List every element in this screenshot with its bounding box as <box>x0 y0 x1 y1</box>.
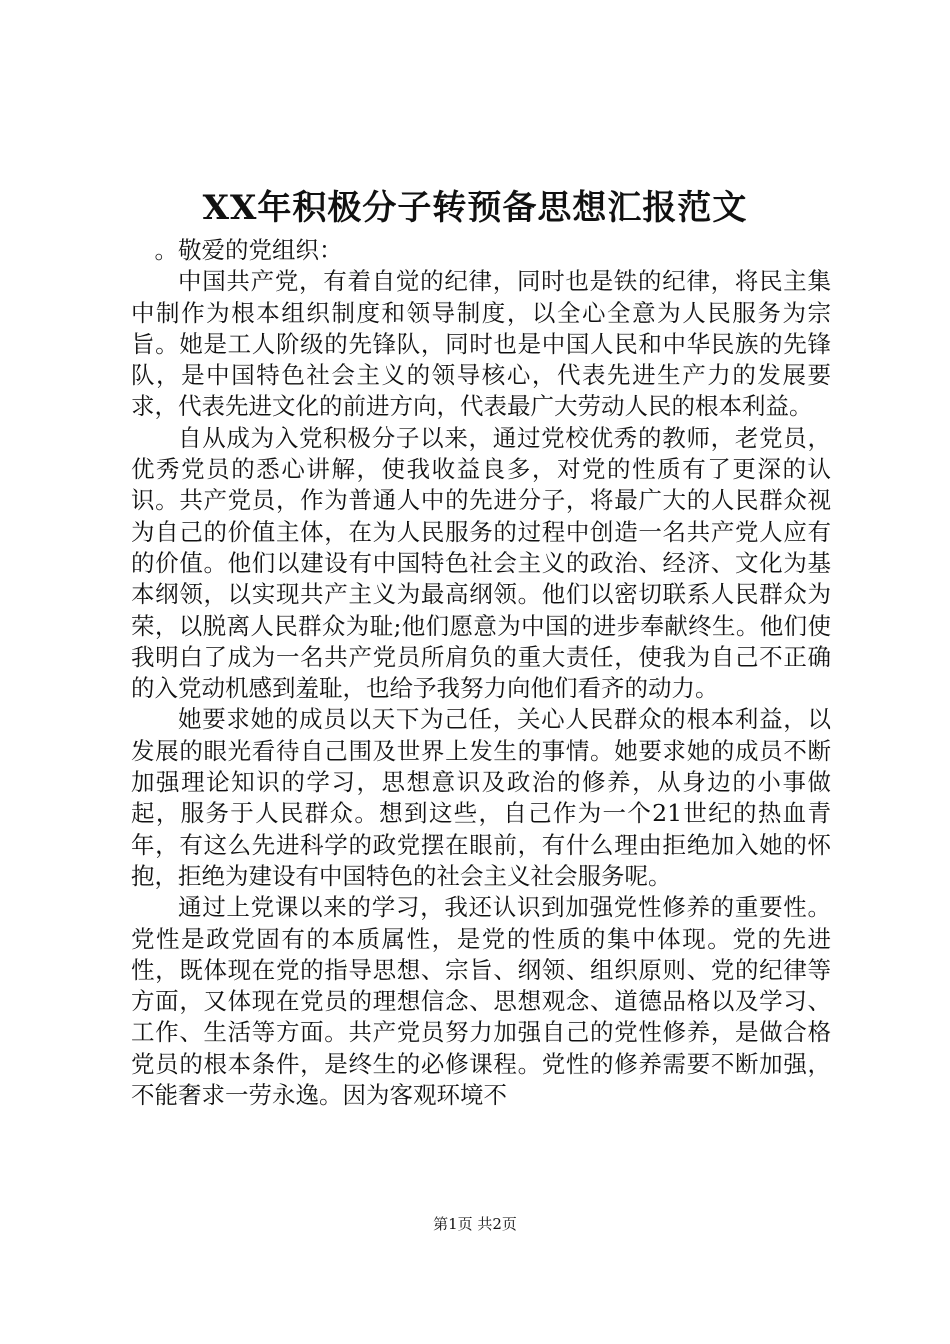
paragraph-3: 她要求她的成员以天下为己任，关心人民群众的根本利益，以发展的眼光看待自己围及世界上发生的事情。她要求她的成员不断加强理论知识的学习，思想意识及政治的修养，从身边的小事做起，服务于人民群众。想到这些，自己作为一个21世纪的热血青年，有这么先进科学的政党摆在眼前，有什么理由拒绝加入她的怀抱，拒绝为建设有中国特色的社会主义社会服务呢。 <box>131 705 831 890</box>
paragraph-1: 中国共产党，有着自觉的纪律，同时也是铁的纪律，将民主集中制作为根本组织制度和领导制度，以全心全意为人民服务为宗旨。她是工人阶级的先锋队，同时也是中国人民和中华民族的先锋队，是中国特色社会主义的领导核心，代表先进生产力的发展要求，代表先进文化的前进方向，代表最广大劳动人民的根本利益。 <box>131 267 831 421</box>
salutation: 。敬爱的党组织： <box>154 236 343 264</box>
document-title: XX年积极分子转预备思想汇报范文 <box>202 188 748 228</box>
paragraph-2: 自从成为入党积极分子以来，通过党校优秀的教师，老党员，优秀党员的悉心讲解，使我收益良多，对党的性质有了更深的认识。共产党员，作为普通人中的先进分子，将最广大的人民群众视为自己的价值主体，在为人民服务的过程中创造一名共产党人应有的价值。他们以建设有中国特色社会主义的政治、经济、文化为基本纲领，以实现共产主义为最高纲领。他们以密切联系人民群众为荣，以脱离人民群众为耻;他们愿意为中国的进步奉献终生。他们使我明白了成为一名共产党员所肩负的重大责任，使我为自己不正确的入党动机感到羞耻，也给予我努力向他们看齐的动力。 <box>131 423 831 703</box>
page-footer: 第1页 共2页 <box>433 1215 517 1233</box>
paragraph-4: 通过上党课以来的学习，我还认识到加强党性修养的重要性。党性是政党固有的本质属性，是党的性质的集中体现。党的先进性，既体现在党的指导思想、宗旨、纲领、组织原则、党的纪律等方面，又体现在党员的理想信念、思想观念、道德品格以及学习、工作、生活等方面。共产党员努力加强自己的党性修养，是做合格党员的根本条件，是终生的必修课程。党性的修养需要不断加强，不能奢求一劳永逸。因为客观环境不 <box>131 893 831 1110</box>
document-body <box>131 235 831 1111</box>
